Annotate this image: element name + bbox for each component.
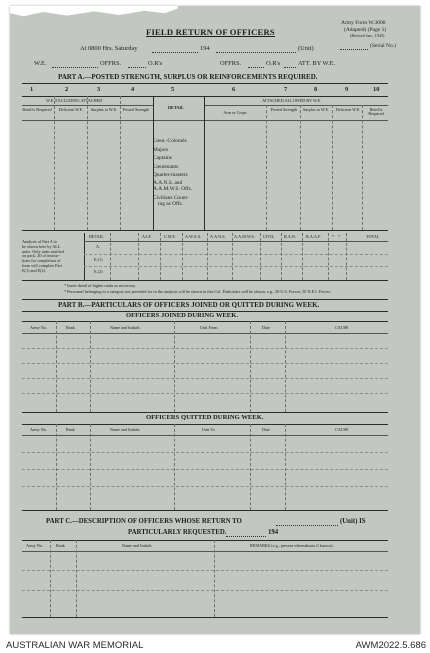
joined-head-army-no: Army No.: [30, 325, 47, 330]
head-surplus-right: Surplus to W.E.: [302, 107, 330, 112]
part-c-date-field[interactable]: [226, 536, 266, 537]
analysis-col: [160, 233, 161, 280]
quitted-head-rank: Rank: [66, 427, 75, 432]
analysis-head-star-2: *: [338, 234, 341, 239]
offrs-att-field[interactable]: [248, 67, 264, 68]
analysis-col: [110, 233, 111, 280]
analysis-row-line: [84, 254, 388, 255]
col-line: [300, 105, 301, 230]
joined-head-bottom: [22, 333, 388, 334]
analysis-head-rule: [84, 241, 388, 242]
analysis-head-aamws: A.A.M.W.S.: [234, 234, 255, 239]
quitted-head-army-no: Army No.: [30, 427, 47, 432]
head-arm-corps: Arm or Corps: [223, 110, 247, 115]
date-field[interactable]: [152, 52, 198, 53]
quitted-head-unit-to: Unit To: [202, 427, 215, 432]
footnote-2: * Personnel belonging to a category not provided for in the analysis will be shown in this Col. Particulars will be shown, e.g., 50 U.S. Forces; 50 N.E.I. Forces.: [64, 289, 331, 294]
col-number-7: 7: [284, 86, 288, 93]
joined-col: [56, 321, 57, 412]
analysis-row-e2: E.(2): [94, 269, 103, 274]
joined-head-rank: Rank: [66, 325, 75, 330]
we-sub-rule: [22, 105, 154, 106]
head-posted-left: Posted Strength: [122, 107, 150, 112]
quitted-head-date: Date: [262, 427, 270, 432]
quitted-row: [22, 452, 388, 453]
head-deficient-left: Deficient W.E.: [58, 107, 84, 112]
part-c-head-remarks: REMARKS (e.g., present whereabouts if known).: [250, 543, 334, 548]
part-b-top-rule: [22, 299, 388, 300]
year-label: 194: [200, 45, 210, 52]
part-c-col: [50, 540, 51, 617]
part-b-bottom-rule: [22, 510, 388, 511]
part-c-unit-is: (Unit) IS: [340, 518, 366, 525]
col-line: [87, 96, 88, 230]
joined-title: OFFICERS JOINED DURING WEEK.: [126, 312, 238, 319]
part-c-title: PART C.—DESCRIPTION OF OFFICERS WHOSE RETURN TO: [46, 518, 242, 525]
col-number-6: 6: [232, 86, 236, 93]
we-label: W.E.: [34, 60, 47, 67]
head-reinf-right: Reinf'ts Required: [368, 107, 384, 117]
col-number-5: 5: [171, 86, 175, 93]
col-line: [362, 105, 363, 230]
part-c-col: [76, 540, 77, 617]
analysis-head-raaf: R.A.A.F.: [306, 234, 322, 239]
part-c-unit-field[interactable]: [276, 525, 338, 526]
serial-label: (Serial No.): [370, 43, 396, 49]
part-c-head-army-no: Army No.: [26, 543, 43, 548]
offrs-label: OFFRS.: [100, 60, 122, 67]
head-posted-right: Posted Strength: [270, 107, 298, 112]
joined-col: [174, 321, 175, 412]
analysis-col: [328, 233, 329, 280]
we-excluding-attached: W.E. EXCLUDING ATTACHED: [46, 98, 103, 103]
rank-aans: A.A.N.S. and: [153, 179, 183, 186]
analysis-row-line: [84, 266, 388, 267]
archive-id: AWM2022.5.686: [355, 640, 426, 651]
analysis-note-line: be shown here by ALL: [22, 243, 61, 249]
analysis-head-detail: DETAIL: [89, 234, 104, 239]
quitted-row: [22, 469, 388, 470]
col-line: [120, 96, 121, 230]
analysis-col: [232, 233, 233, 280]
analysis-note-line: E(1) and E(2).: [22, 267, 47, 273]
col-number-9: 9: [345, 86, 349, 93]
col-line: [204, 96, 205, 230]
rank-lt-col: Lieut.-Colonels: [153, 138, 187, 144]
rank-aamws: A.A.M.W.S. Offs.: [153, 185, 193, 192]
col-number-1: 1: [30, 86, 34, 93]
analysis-col: [182, 233, 183, 280]
col-number-4: 4: [131, 86, 135, 93]
part-a-top-rule: [22, 83, 388, 84]
analysis-row-e1: E.(1): [94, 257, 103, 262]
joined-row: [22, 378, 388, 379]
joined-head-cause: CAUSE: [335, 325, 349, 330]
form-number: Army Form W.3008: [341, 20, 386, 26]
form-revised: (Revised Jan., 1943): [350, 33, 385, 38]
joined-col: [250, 321, 251, 412]
joined-row: [22, 363, 388, 364]
head-reinf-left: Reinf'ts Required: [22, 107, 52, 112]
rank-majors: Majors: [153, 146, 169, 153]
unit-label: (Unit): [298, 45, 314, 52]
analysis-col: [281, 233, 282, 280]
analysis-head-civil: CIVIL: [263, 234, 275, 239]
part-c-head-rank: Rank: [56, 543, 65, 548]
part-a-table-bottom: [22, 230, 388, 231]
analysis-col: [302, 233, 303, 280]
part-c-head-name: Name and Initials: [122, 543, 152, 548]
form-adapted: (Adapted) (Page 1): [344, 27, 387, 33]
analysis-head-ran: R.A.N.: [284, 234, 296, 239]
part-c-bottom-rule: [22, 617, 388, 618]
analysis-note-line: on pack. 20 of instruc-: [22, 253, 60, 259]
quitted-col: [250, 424, 251, 510]
rank-civilians: Civilians Count-: [153, 194, 189, 201]
quitted-col: [174, 424, 175, 510]
ors-att-label: O.R's: [266, 60, 281, 67]
col-line: [332, 105, 333, 230]
analysis-head-aif: A.I.F.: [142, 234, 152, 239]
head-deficient-right: Deficient W.E.: [335, 107, 361, 112]
quitted-head-top: [22, 424, 388, 425]
analysis-head-aans: A.A.N.S.: [210, 234, 226, 239]
analysis-head-awas: A.W.A.S.: [185, 234, 202, 239]
col-number-2: 2: [65, 86, 69, 93]
rank-lieutenants: Lieutenants: [153, 163, 179, 170]
attached-allowed: ATTACHED ALLOWED BY W.E.: [262, 98, 322, 103]
joined-head-top: [22, 321, 388, 322]
time-day-label: At 0800 Hrs. Saturday: [80, 45, 138, 52]
att-sub-rule: [204, 105, 388, 106]
detail-heading: DETAIL: [168, 105, 184, 110]
analysis-note-line: units. Only units notified: [22, 248, 64, 254]
unit-field[interactable]: [216, 52, 296, 53]
header-bottom-rule: [22, 120, 388, 121]
head-surplus-left: Surplus to W.E.: [90, 107, 118, 112]
quitted-head-name: Name and Initials: [110, 427, 140, 432]
quitted-head-cause: CAUSE: [335, 427, 349, 432]
part-c-year: 194: [268, 529, 279, 536]
quitted-col: [90, 424, 91, 510]
joined-col: [90, 321, 91, 412]
analysis-note-line: Analysis of Part A to: [22, 239, 57, 244]
col-number-10: 10: [373, 86, 380, 93]
analysis-note-line: form will complete Part: [22, 262, 62, 268]
we-field[interactable]: [52, 67, 98, 68]
form-title: FIELD RETURN OF OFFICERS: [146, 27, 275, 37]
joined-head-name: Name and Initials: [110, 325, 140, 330]
quitted-col: [56, 424, 57, 510]
serial-field[interactable]: [340, 49, 368, 50]
col-number-3: 3: [97, 86, 101, 93]
joined-head-date: Date: [262, 325, 270, 330]
col-line: [266, 105, 267, 230]
footnote-1: * Insert detail of higher ranks as necessary.: [64, 283, 137, 288]
analysis-bottom-rule: [22, 280, 388, 281]
ors-att-field[interactable]: [284, 67, 296, 68]
ranks-list: [153, 137, 192, 207]
analysis-col: [207, 233, 208, 280]
quitted-head-bottom: [22, 435, 388, 436]
col-line: [54, 96, 55, 230]
quitted-col: [285, 424, 286, 510]
part-c-col: [214, 540, 215, 617]
analysis-col: [138, 233, 139, 280]
analysis-head-total: TOTAL: [366, 234, 380, 239]
joined-col: [285, 321, 286, 412]
col-number-8: 8: [314, 86, 318, 93]
quitted-top-rule: [22, 412, 388, 413]
joined-row: [22, 393, 388, 394]
analysis-col: [260, 233, 261, 280]
analysis-head-cmf: C.M.F.: [164, 234, 176, 239]
joined-row: [22, 348, 388, 349]
analysis-note-line: tions for completion of: [22, 258, 61, 264]
analysis-head-star-1: *: [332, 234, 335, 239]
joined-head-unit-from: Unit From: [200, 325, 218, 330]
quitted-title: OFFICERS QUITTED DURING WEEK.: [146, 414, 264, 421]
rank-quartermasters: Quarter-masters: [153, 172, 188, 179]
rank-civilians-2: ing as Offs.: [158, 200, 183, 207]
part-a-title: PART A.—POSTED STRENGTH, SURPLUS OR REINFORCEMENTS REQUIRED.: [58, 73, 318, 81]
header-rule: [22, 96, 388, 97]
analysis-note: [22, 240, 64, 274]
analysis-row-a: A.: [96, 244, 101, 249]
archive-credit: AUSTRALIAN WAR MEMORIAL: [6, 640, 144, 651]
offrs-att-label: OFFRS.: [220, 60, 242, 67]
part-c-subtitle: PARTICULARLY REQUESTED.: [128, 529, 227, 536]
part-b-title: PART B.—PARTICULARS OF OFFICERS JOINED OR QUITTED DURING WEEK.: [58, 301, 320, 309]
analysis-col: [346, 233, 347, 280]
ors-label: O.R's: [148, 60, 163, 67]
rank-captains: Captains: [153, 155, 172, 162]
ors-field[interactable]: [128, 67, 146, 68]
att-by-we-label: ATT. BY W.E.: [298, 60, 336, 67]
quitted-row: [22, 486, 388, 487]
